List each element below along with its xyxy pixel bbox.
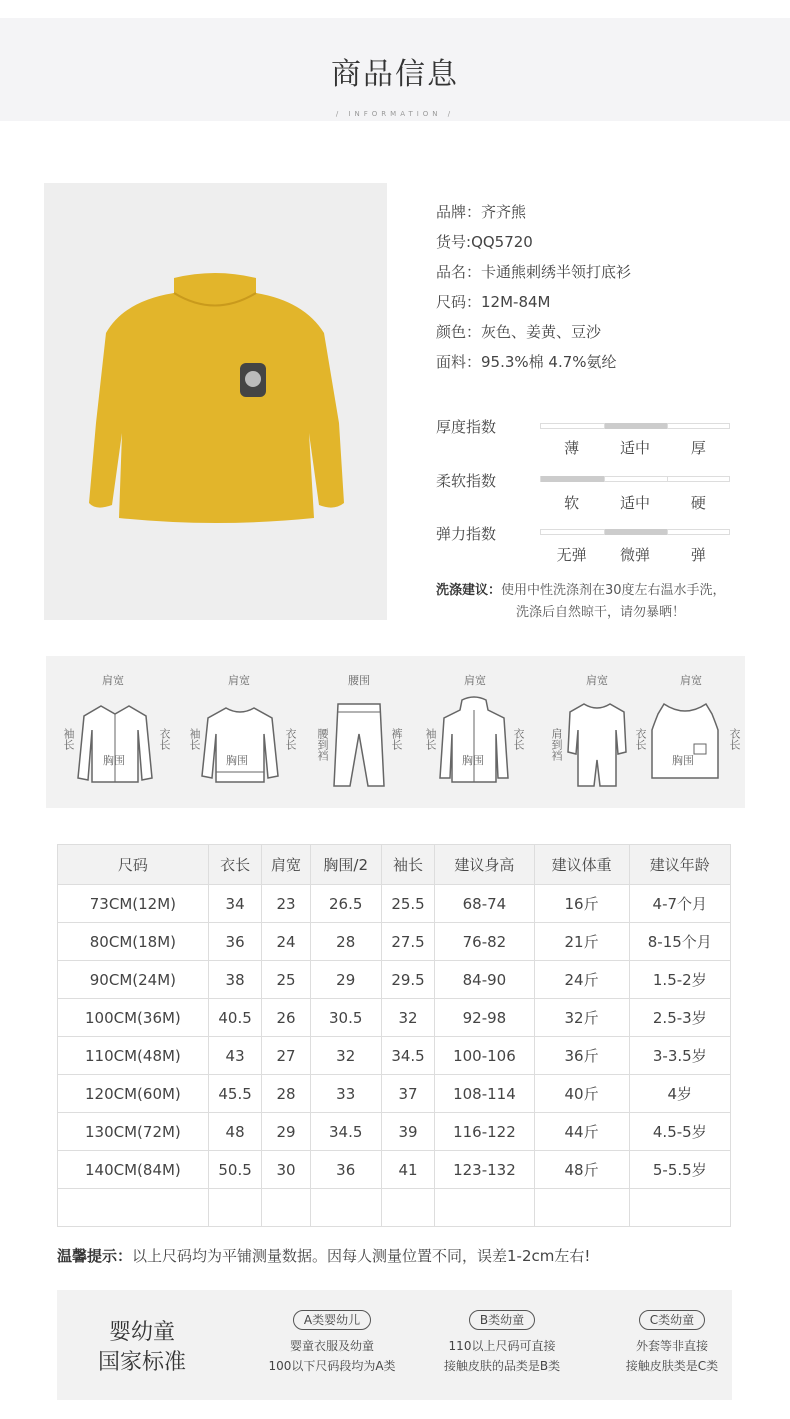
table-cell: 38 xyxy=(208,961,262,999)
table-row xyxy=(58,1151,731,1189)
thickness-options: 薄 适中 厚 xyxy=(564,439,706,457)
table-cell: 48 xyxy=(208,1113,262,1151)
table-cell: 39 xyxy=(381,1113,435,1151)
table-cell: 4岁 xyxy=(629,1075,730,1113)
table-cell: 100-106 xyxy=(435,1037,534,1075)
page-title: 商品信息 xyxy=(331,57,459,92)
table-cell: 32斤 xyxy=(534,999,629,1037)
table-cell: 25 xyxy=(262,961,310,999)
class-b: B类幼童 110以上尺码可直接 接触皮肤的品类是B类 xyxy=(422,1310,582,1376)
elasticity-scale xyxy=(540,529,730,535)
table-cell: 84-90 xyxy=(435,961,534,999)
measurement-diagrams xyxy=(46,656,745,808)
sweater-diagram: 肩宽 袖长 衣长 胸围 xyxy=(184,670,294,795)
table-cell: 140CM(84M) xyxy=(58,1151,209,1189)
sweater-icon xyxy=(200,700,280,786)
table-row xyxy=(58,961,731,999)
vest-icon xyxy=(648,700,722,784)
elasticity-label: 弹力指数 xyxy=(436,525,497,543)
thickness-scale xyxy=(540,423,730,429)
softness-label: 柔软指数 xyxy=(436,472,497,490)
table-cell: 100CM(36M) xyxy=(58,999,209,1037)
table-cell: 24斤 xyxy=(534,961,629,999)
table-cell xyxy=(310,1189,381,1227)
table-cell: 29 xyxy=(262,1113,310,1151)
info-row: 品牌：齐齐熊 xyxy=(436,203,527,221)
table-cell: 23 xyxy=(262,885,310,923)
table-cell: 34.5 xyxy=(381,1037,435,1075)
table-cell xyxy=(629,1189,730,1227)
table-cell xyxy=(208,1189,262,1227)
page-subtitle: / INFORMATION / xyxy=(335,110,455,118)
table-cell: 73CM(12M) xyxy=(58,885,209,923)
table-row xyxy=(58,1113,731,1151)
table-cell: 43 xyxy=(208,1037,262,1075)
table-cell: 21斤 xyxy=(534,923,629,961)
info-row: 品名：卡通熊刺绣半领打底衫 xyxy=(436,263,632,281)
info-row: 颜色：灰色、姜黄、豆沙 xyxy=(436,323,602,341)
table-cell: 40斤 xyxy=(534,1075,629,1113)
elasticity-options: 无弹 微弹 弹 xyxy=(556,546,706,564)
hoodie-icon xyxy=(438,696,510,786)
table-cell: 36斤 xyxy=(534,1037,629,1075)
table-cell: 27 xyxy=(262,1037,310,1075)
wash-advice: 洗涤建议：使用中性洗涤剂在30度左右温水手洗， 洗涤后自然晾干，请勿暴晒！ xyxy=(436,583,726,620)
table-cell xyxy=(58,1189,209,1227)
thickness-label: 厚度指数 xyxy=(436,418,497,436)
table-cell: 36 xyxy=(208,923,262,961)
table-cell: 16斤 xyxy=(534,885,629,923)
table-cell: 130CM(72M) xyxy=(58,1113,209,1151)
table-cell xyxy=(262,1189,310,1227)
table-cell: 30.5 xyxy=(310,999,381,1037)
size-table xyxy=(57,844,731,1227)
shirt-icon xyxy=(76,700,154,786)
table-cell: 24 xyxy=(262,923,310,961)
table-cell: 8-15个月 xyxy=(629,923,730,961)
table-cell: 45.5 xyxy=(208,1075,262,1113)
table-cell: 76-82 xyxy=(435,923,534,961)
table-cell: 1.5-2岁 xyxy=(629,961,730,999)
scale-fill xyxy=(604,529,667,535)
standard-title: 婴幼童 国家标准 xyxy=(97,1320,186,1375)
table-cell: 28 xyxy=(310,923,381,961)
table-cell xyxy=(534,1189,629,1227)
table-cell: 68-74 xyxy=(435,885,534,923)
vest-diagram: 肩宽 衣长 胸围 xyxy=(636,670,746,795)
table-cell: 28 xyxy=(262,1075,310,1113)
table-cell: 4-7个月 xyxy=(629,885,730,923)
table-cell: 90CM(24M) xyxy=(58,961,209,999)
softness-scale xyxy=(540,476,730,482)
info-header xyxy=(0,18,790,121)
class-c: C类幼童 外套等非直接 接触皮肤类是C类 xyxy=(592,1310,752,1376)
table-cell: 92-98 xyxy=(435,999,534,1037)
table-row xyxy=(58,1075,731,1113)
table-cell: 5-5.5岁 xyxy=(629,1151,730,1189)
scale-fill xyxy=(541,476,604,482)
table-cell: 36 xyxy=(310,1151,381,1189)
table-row xyxy=(58,999,731,1037)
table-cell: 123-132 xyxy=(435,1151,534,1189)
table-cell: 26.5 xyxy=(310,885,381,923)
size-tip: 温馨提示：以上尺码均为平铺测量数据。因每人测量位置不同，误差1-2cm左右! xyxy=(57,1247,591,1265)
table-cell: 25.5 xyxy=(381,885,435,923)
table-cell: 120CM(60M) xyxy=(58,1075,209,1113)
softness-options: 软 适中 硬 xyxy=(564,494,706,512)
national-standard xyxy=(57,1290,732,1400)
product-info xyxy=(436,200,631,380)
table-cell: 4.5-5岁 xyxy=(629,1113,730,1151)
romper-icon xyxy=(566,700,628,792)
table-row xyxy=(58,1189,731,1227)
table-row xyxy=(58,1037,731,1075)
table-cell: 33 xyxy=(310,1075,381,1113)
table-cell: 80CM(18M) xyxy=(58,923,209,961)
class-a: A类婴幼儿 婴童衣服及幼童 100以下尺码段均为A类 xyxy=(252,1310,412,1376)
table-row xyxy=(58,885,731,923)
table-cell: 41 xyxy=(381,1151,435,1189)
table-cell: 29.5 xyxy=(381,961,435,999)
table-cell: 32 xyxy=(381,999,435,1037)
table-cell: 48斤 xyxy=(534,1151,629,1189)
table-cell: 34 xyxy=(208,885,262,923)
scale-fill xyxy=(604,423,667,429)
info-row: 面料：95.3%棉 4.7%氨纶 xyxy=(436,353,617,371)
table-cell: 44斤 xyxy=(534,1113,629,1151)
table-cell: 32 xyxy=(310,1037,381,1075)
pants-diagram: 腰围 腰到裆 裤长 xyxy=(304,670,414,795)
table-cell: 3-3.5岁 xyxy=(629,1037,730,1075)
table-cell: 108-114 xyxy=(435,1075,534,1113)
table-cell xyxy=(381,1189,435,1227)
table-cell: 34.5 xyxy=(310,1113,381,1151)
shirt-diagram: 肩宽 袖长 衣长 胸围 xyxy=(58,670,168,795)
info-row: 尺码：12M-84M xyxy=(436,293,551,311)
table-cell: 40.5 xyxy=(208,999,262,1037)
table-cell: 29 xyxy=(310,961,381,999)
pants-icon xyxy=(332,700,386,792)
product-photo xyxy=(44,183,387,620)
table-cell: 116-122 xyxy=(435,1113,534,1151)
table-cell: 50.5 xyxy=(208,1151,262,1189)
info-row: 货号:QQ5720 xyxy=(436,233,533,251)
hoodie-diagram: 肩宽 袖长 衣长 胸围 xyxy=(420,670,530,795)
table-cell: 110CM(48M) xyxy=(58,1037,209,1075)
table-cell: 26 xyxy=(262,999,310,1037)
table-cell: 27.5 xyxy=(381,923,435,961)
table-cell: 37 xyxy=(381,1075,435,1113)
table-cell: 2.5-3岁 xyxy=(629,999,730,1037)
romper-diagram: 肩宽 肩到裆 衣长 xyxy=(542,670,652,795)
table-row xyxy=(58,923,731,961)
table-cell xyxy=(435,1189,534,1227)
table-cell: 30 xyxy=(262,1151,310,1189)
size-table-header: 尺码 衣长 肩宽 胸围/2 袖长 建议身高 建议体重 建议年龄 xyxy=(58,845,731,885)
